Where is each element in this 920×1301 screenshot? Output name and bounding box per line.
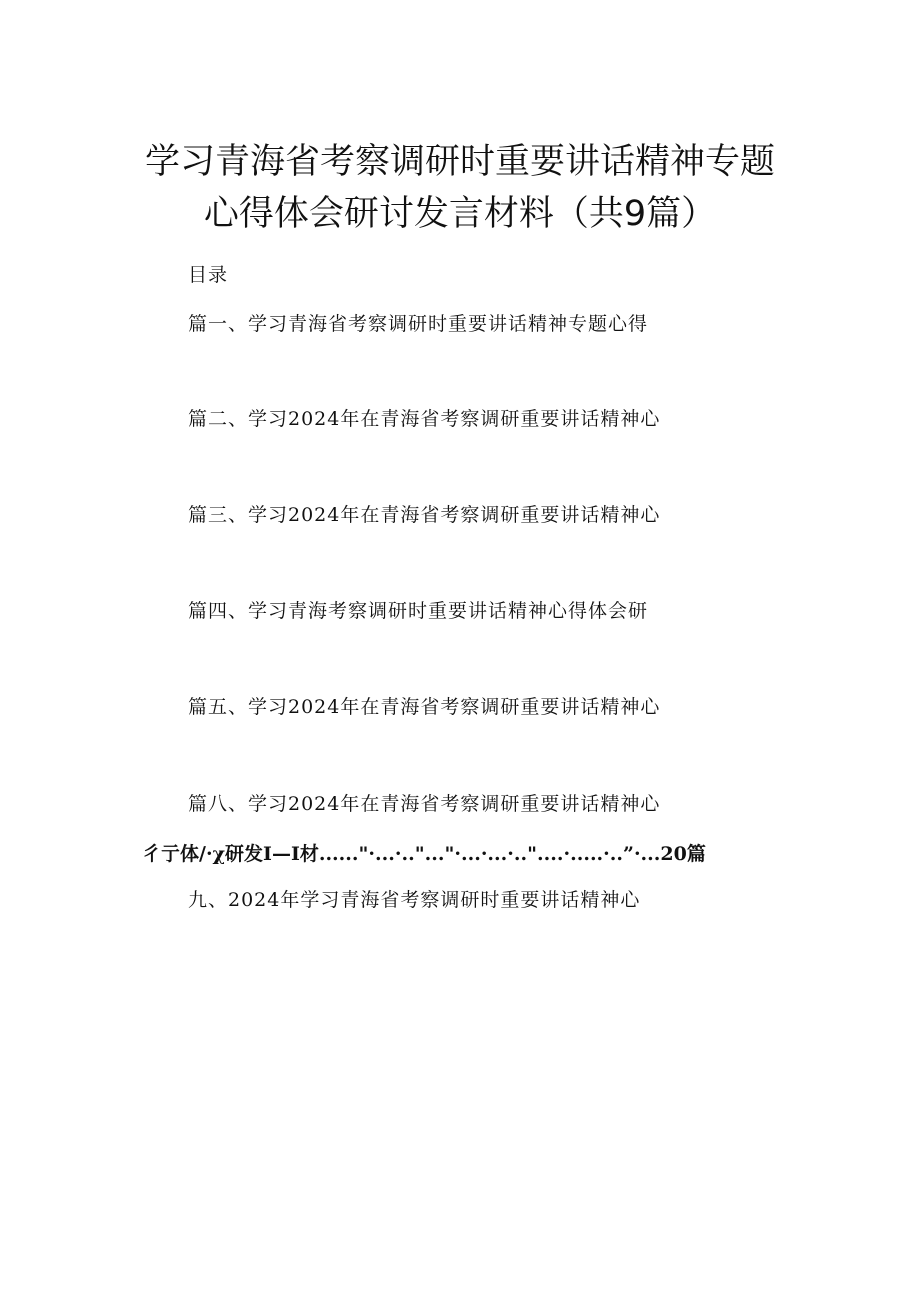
toc-heading: 目录: [188, 264, 229, 286]
toc-item-6: 篇八、学习2024年在青海省考察调研重要讲话精神心: [188, 793, 661, 815]
toc-item-9: 九、2024年学习青海省考察调研时重要讲话精神心: [188, 889, 641, 911]
toc-item-3: 篇三、学习2024年在青海省考察调研重要讲话精神心: [188, 504, 661, 526]
title-line-1: 学习青海省考察调研时重要讲话精神专题: [144, 142, 775, 182]
title-line-2: 心得体会研讨发言材料（共9篇）: [203, 194, 717, 234]
toc-item-4: 篇四、学习青海考察调研时重要讲话精神心得体会研: [188, 600, 649, 622]
toc-item-5: 篇五、学习2024年在青海省考察调研重要讲话精神心: [188, 696, 661, 718]
toc-item-2: 篇二、学习2024年在青海省考察调研重要讲话精神心: [188, 408, 661, 430]
toc-item-1: 篇一、学习青海省考察调研时重要讲话精神专题心得: [188, 313, 649, 335]
toc-item-7-garbled: 彳亍体∕·χ研发I—I材......"·...·.."..."·...·...·.."....·.....·..”·...20篇: [142, 843, 706, 865]
